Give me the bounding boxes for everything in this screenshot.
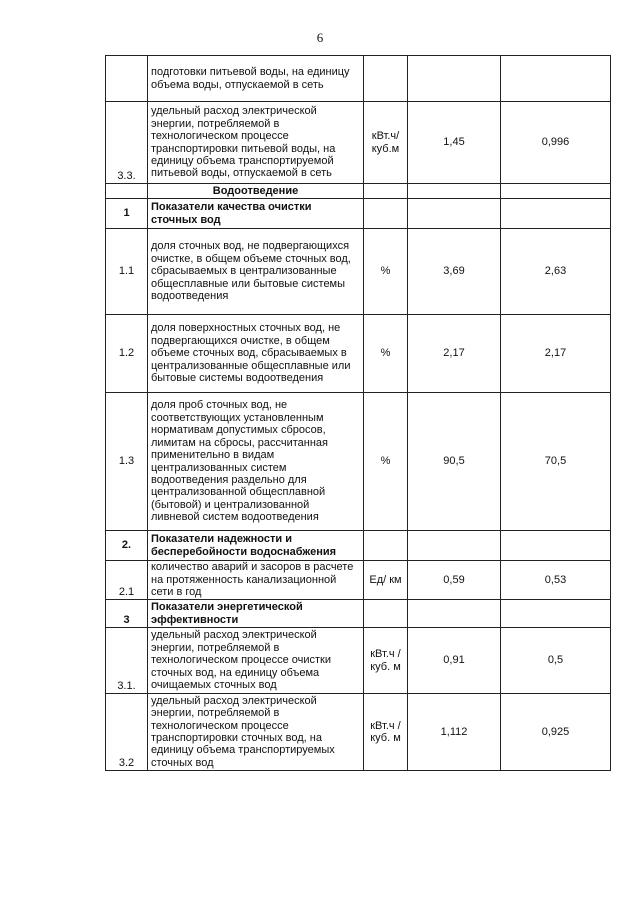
row-description: доля сточных вод, не подвергающихся очистке, в общем объеме сточных вод, сбрасываемых в централизованные общесплавные или бытовые системы водоотведения <box>148 229 364 315</box>
table-row <box>106 694 611 771</box>
group-value-cell <box>408 199 501 229</box>
row-number: 3.1. <box>106 628 148 694</box>
row-value-baseline: 2,17 <box>408 315 501 393</box>
table-row <box>106 393 611 531</box>
table-row <box>106 56 611 102</box>
group-title: Показатели надежности и бесперебойности водоснабжения <box>148 531 364 561</box>
row-unit: % <box>364 229 408 315</box>
row-description: доля проб сточных вод, не соответствующих установленным нормативам допустимых сбросов, лимитам на сбросы, рассчитанная применительно в видам централизованных систем водоотведения раздельно для централизованной общесплавной (бытовой) и централизованной ливневой систем водоотведения <box>148 393 364 531</box>
section-title: Водоотведение <box>148 184 364 199</box>
row-unit: % <box>364 315 408 393</box>
row-value-target: 0,53 <box>501 561 611 600</box>
group-unit-cell <box>364 600 408 628</box>
indicators-table-body <box>106 56 611 771</box>
row-unit: % <box>364 393 408 531</box>
table-row <box>106 102 611 184</box>
row-value-target <box>501 56 611 102</box>
row-value-baseline: 0,59 <box>408 561 501 600</box>
section-value-cell <box>501 184 611 199</box>
section-value-cell <box>408 184 501 199</box>
row-value-target: 2,63 <box>501 229 611 315</box>
group-number: 1 <box>106 199 148 229</box>
group-value-cell <box>501 600 611 628</box>
row-description: подготовки питьевой воды, на единицу объема воды, отпускаемой в сеть <box>148 56 364 102</box>
group-value-cell <box>408 531 501 561</box>
row-unit <box>364 56 408 102</box>
group-value-cell <box>408 600 501 628</box>
table-row <box>106 229 611 315</box>
page-number: 6 <box>316 30 324 45</box>
section-row <box>106 184 611 199</box>
group-unit-cell <box>364 199 408 229</box>
section-unit-cell <box>364 184 408 199</box>
row-number: 3.2 <box>106 694 148 771</box>
row-value-baseline <box>408 56 501 102</box>
row-value-baseline: 90,5 <box>408 393 501 531</box>
row-value-baseline: 1,45 <box>408 102 501 184</box>
row-description: удельный расход электрической энергии, потребляемой в технологическом процессе очистки сточных вод, на единицу объема очищаемых сточных вод <box>148 628 364 694</box>
row-description: доля поверхностных сточных вод, не подвергающихся очистке, в общем объеме сточных вод, сбрасываемых в централизованные общесплавные или бытовые системы водоотведения <box>148 315 364 393</box>
group-value-cell <box>501 531 611 561</box>
group-value-cell <box>501 199 611 229</box>
row-value-baseline: 1,112 <box>408 694 501 771</box>
row-value-target: 0,5 <box>501 628 611 694</box>
row-number: 1.1 <box>106 229 148 315</box>
row-unit: кВт.ч /куб. м <box>364 694 408 771</box>
group-title: Показатели энергетической эффективности <box>148 600 364 628</box>
row-value-target: 2,17 <box>501 315 611 393</box>
group-row <box>106 600 611 628</box>
group-number: 3 <box>106 600 148 628</box>
group-row <box>106 531 611 561</box>
table-row <box>106 315 611 393</box>
group-row <box>106 199 611 229</box>
group-number: 2. <box>106 531 148 561</box>
row-value-target: 0,925 <box>501 694 611 771</box>
row-number: 2.1 <box>106 561 148 600</box>
row-description: количество аварий и засоров в расчете на протяженность канализационной сети в год <box>148 561 364 600</box>
indicators-table <box>105 55 611 771</box>
row-value-baseline: 3,69 <box>408 229 501 315</box>
row-description: удельный расход электрической энергии, потребляемой в технологическом процессе транспортировки питьевой воды, на единицу объема транспортируемой питьевой воды, отпускаемой в сеть <box>148 102 364 184</box>
row-value-target: 0,996 <box>501 102 611 184</box>
table-row <box>106 561 611 600</box>
row-value-baseline: 0,91 <box>408 628 501 694</box>
group-unit-cell <box>364 531 408 561</box>
row-value-target: 70,5 <box>501 393 611 531</box>
row-number: 1.2 <box>106 315 148 393</box>
row-unit: Ед/ км <box>364 561 408 600</box>
row-unit: кВт.ч/ куб.м <box>364 102 408 184</box>
table-row <box>106 628 611 694</box>
row-number: 1.3 <box>106 393 148 531</box>
section-num-cell <box>106 184 148 199</box>
row-number: 3.3. <box>106 102 148 184</box>
group-title: Показатели качества очистки сточных вод <box>148 199 364 229</box>
row-unit: кВт.ч /куб. м <box>364 628 408 694</box>
row-description: удельный расход электрической энергии, потребляемой в технологическом процессе транспортировки сточных вод, на единицу объема транспортируемых сточных вод <box>148 694 364 771</box>
row-number <box>106 56 148 102</box>
